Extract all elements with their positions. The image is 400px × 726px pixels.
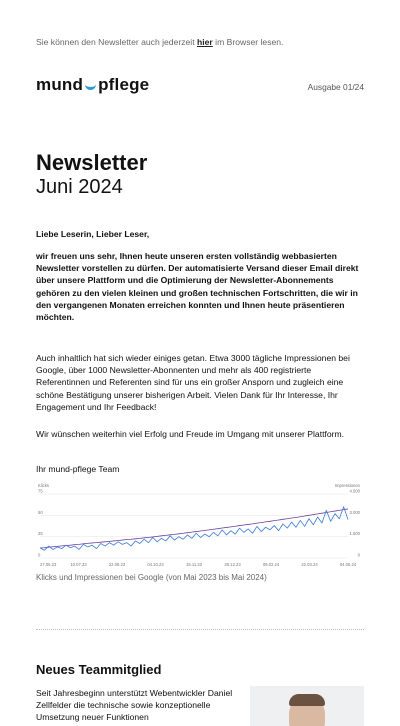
salutation: Liebe Leserin, Lieber Leser,	[36, 229, 150, 239]
x-tick-label: 28.12.23	[224, 562, 241, 567]
closing-paragraph: Wir wünschen weiterhin viel Erfolg und Freude im Umgang mit unserer Plattform.	[36, 429, 345, 439]
section-heading: Neues Teammitglied	[36, 662, 162, 677]
team-member-text: Seit Jahresbeginn unterstützt Webentwickler Daniel Zellfelder die technische sowie konzeptionelle Umsetzung neuer Funktionen	[36, 688, 233, 723]
logo-part-1: mund	[36, 75, 84, 94]
impressions-line	[40, 509, 348, 548]
x-tick-label: 27.05.23	[40, 562, 57, 567]
smile-icon	[85, 81, 96, 90]
x-tick-label: 09.02.24	[262, 562, 280, 567]
right-tick-label: 3.000	[349, 509, 360, 515]
signature: Ihr mund-pflege Team	[36, 464, 120, 474]
x-tick-label: 16.11.23	[186, 562, 202, 567]
left-tick-label: 0	[38, 552, 41, 558]
intro-paragraph: wir freuen uns sehr, Ihnen heute unseren ersten vollständig webbasierten Newsletter vorstellen zu dürfen. Der automatisierte Versand dieser Email direkt über unsere Plattform und die Optimierung der Newsletter-Abonnements gehören zu den vielen kleinen und großen technischen Fortschritten, die wir in den vergangenen Monaten erreichen konnten und Ihnen heute präsentieren möchten.	[36, 251, 359, 323]
section-divider	[36, 629, 364, 630]
left-tick-label: 25	[38, 531, 43, 537]
notice-text-before: Sie können den Newsletter auch jederzeit	[36, 37, 197, 47]
right-tick-label: 0	[357, 552, 360, 558]
x-tick-label: 22.08.23	[108, 562, 126, 567]
x-tick-label: 04.05.24	[339, 562, 357, 567]
notice-text-after: im Browser lesen.	[212, 37, 284, 47]
newsletter-title: Newsletter	[36, 150, 148, 175]
search-console-chart	[36, 480, 364, 570]
x-tick-label: 10.07.23	[70, 562, 87, 567]
team-member-photo	[250, 686, 364, 726]
logo-part-2: pflege	[98, 75, 150, 94]
right-axis-title: Impressionen	[334, 483, 360, 488]
browser-view-link[interactable]: hier	[197, 37, 213, 47]
content-paragraph: Auch inhaltlich hat sich wieder einiges getan. Etwa 3000 tägliche Impressionen bei Google, über 1000 Newsletter-Abonnenten und mehr als 400 registrierte Referentinnen und Referenten sind für uns ein großer Ansporn und zugleich eine schöne Bestätigung unserer bisherigen Arbeit. Vielen Dank für Ihr Interesse, Ihr Engagement und Ihr Feedback!	[36, 353, 350, 412]
left-tick-label: 50	[38, 509, 43, 515]
chart-caption: Klicks und Impressionen bei Google (von Mai 2023 bis Mai 2024)	[36, 573, 267, 582]
x-tick-label: 04.10.23	[147, 562, 164, 567]
portrait-hair	[289, 694, 325, 706]
newsletter-date: Juni 2024	[36, 176, 123, 198]
browser-view-notice	[36, 37, 283, 47]
issue-number: Ausgabe 01/24	[307, 82, 364, 92]
left-axis-title: Klicks	[38, 483, 49, 488]
left-tick-label: 75	[38, 488, 43, 494]
x-tick-label: 22.03.24	[301, 562, 318, 567]
right-tick-label: 1.500	[349, 531, 360, 537]
right-tick-label: 4.500	[349, 488, 360, 494]
brand-logo[interactable]	[36, 75, 149, 95]
